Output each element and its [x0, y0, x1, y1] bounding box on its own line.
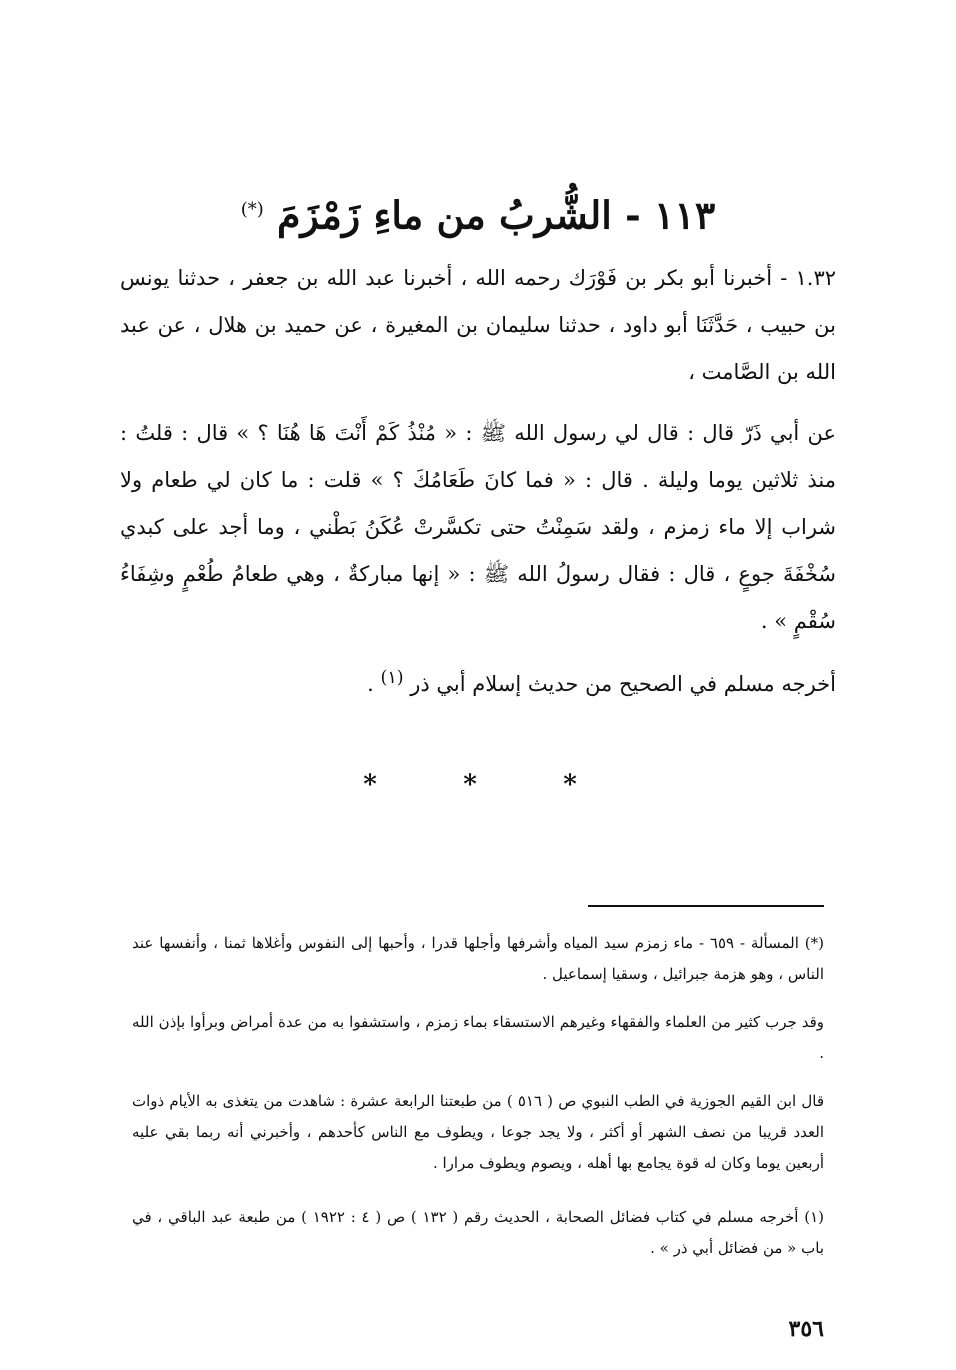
footnote-text: قال ابن القيم الجوزية في الطب النبوي ص ( ٥١٦ ) من طبعتنا الرابعة عشرة : شاهدت من يتغذى به الأيام ذوات العدد قريبا من نصف الشهر أو أكثر ، ولا يجد جوعا ، ويطوف مع الناس كأحدهم ، وأخبرني أنه ربما بقي عليه أربعين يوما وكان له قوة يجامع بها أهله ، ويصوم ويطوف مرارا . [132, 1092, 824, 1172]
separator-star: * [563, 770, 577, 800]
footnote-scholars [132, 1007, 824, 1069]
footnote-muslim-reference [132, 1202, 824, 1264]
matn-text: عن أبي ذَرّ قال : قال لي رسول الله ﷺ : « مُنْذُ كَمْ أَنْتَ هَا هُنَا ؟ » قال : قلتُ : منذ ثلاثين يوما وليلة . قال : « فما كانَ طَعَامُكَ ؟ » قلت : ما كان لي طعام ولا شراب إلا ماء زمزم ، ولقد سَمِنْتُ حتى تكسَّرتْ عُكَنُ بَطْني ، وما أجد على كبدي سُخْفَةَ جوعٍ ، قال : فقال رسولُ الله ﷺ : « إنها مباركةٌ ، وهي طعامُ طُعْمٍ وشِفَاءُ سُقْمٍ » . [120, 421, 836, 633]
takhrij-paragraph [120, 655, 836, 708]
separator-star: * [363, 770, 377, 800]
chapter-title [120, 180, 836, 246]
takhrij-line [120, 655, 836, 708]
footnote-masala [132, 928, 824, 990]
footnote-text: (*) المسألة - ٦٥٩ - ماء زمزم سيد المياه وأشرفها وأجلها قدرا ، وأحبها إلى النفوس وأغلاها ثمنا ، وأنفسها عند الناس ، وهو هزمة جبرائيل ، وسقيا إسماعيل . [132, 934, 824, 983]
page-number: ٣٥٦ [788, 1316, 824, 1342]
separator-star: * [463, 770, 477, 800]
takhrij-text: أخرجه مسلم في الصحيح من حديث إسلام أبي ذر [410, 672, 836, 696]
isnad-text: ١.٣٢ - أخبرنا أبو بكر بن فَوْرَك رحمه الله ، أخبرنا عبد الله بن جعفر ، حدثنا يونس بن حبيب ، حَدَّثَنَا أبو داود ، حدثنا سليمان بن المغيرة ، عن حميد بن هلال ، عن عبد الله بن الصَّامت ، [120, 266, 836, 384]
footnote-text: (١) أخرجه مسلم في كتاب فضائل الصحابة ، الحديث رقم ( ١٣٢ ) ص ( ٤ : ١٩٢٢ ) من طبعة عبد الباقي ، في باب « من فضائل أبي ذر » . [132, 1208, 824, 1257]
footnote-reference: (١) [380, 668, 404, 688]
title-footnote-marker: (*) [240, 199, 264, 220]
footnote-divider [588, 905, 824, 907]
hadith-isnad-paragraph [120, 255, 836, 396]
chapter-title-text: ١١٣ - الشُّربُ من ماءِ زَمْزَمَ [277, 192, 716, 238]
takhrij-end: . [367, 672, 374, 696]
hadith-matn-paragraph [120, 410, 836, 645]
footnote-text: وقد جرب كثير من العلماء والفقهاء وغيرهم الاستسقاء بماء زمزم ، واستشفوا به من عدة أمراض وبرأوا بإذن الله . [132, 1013, 824, 1062]
section-separator [340, 770, 600, 800]
footnote-ibn-qayyim [132, 1086, 824, 1179]
